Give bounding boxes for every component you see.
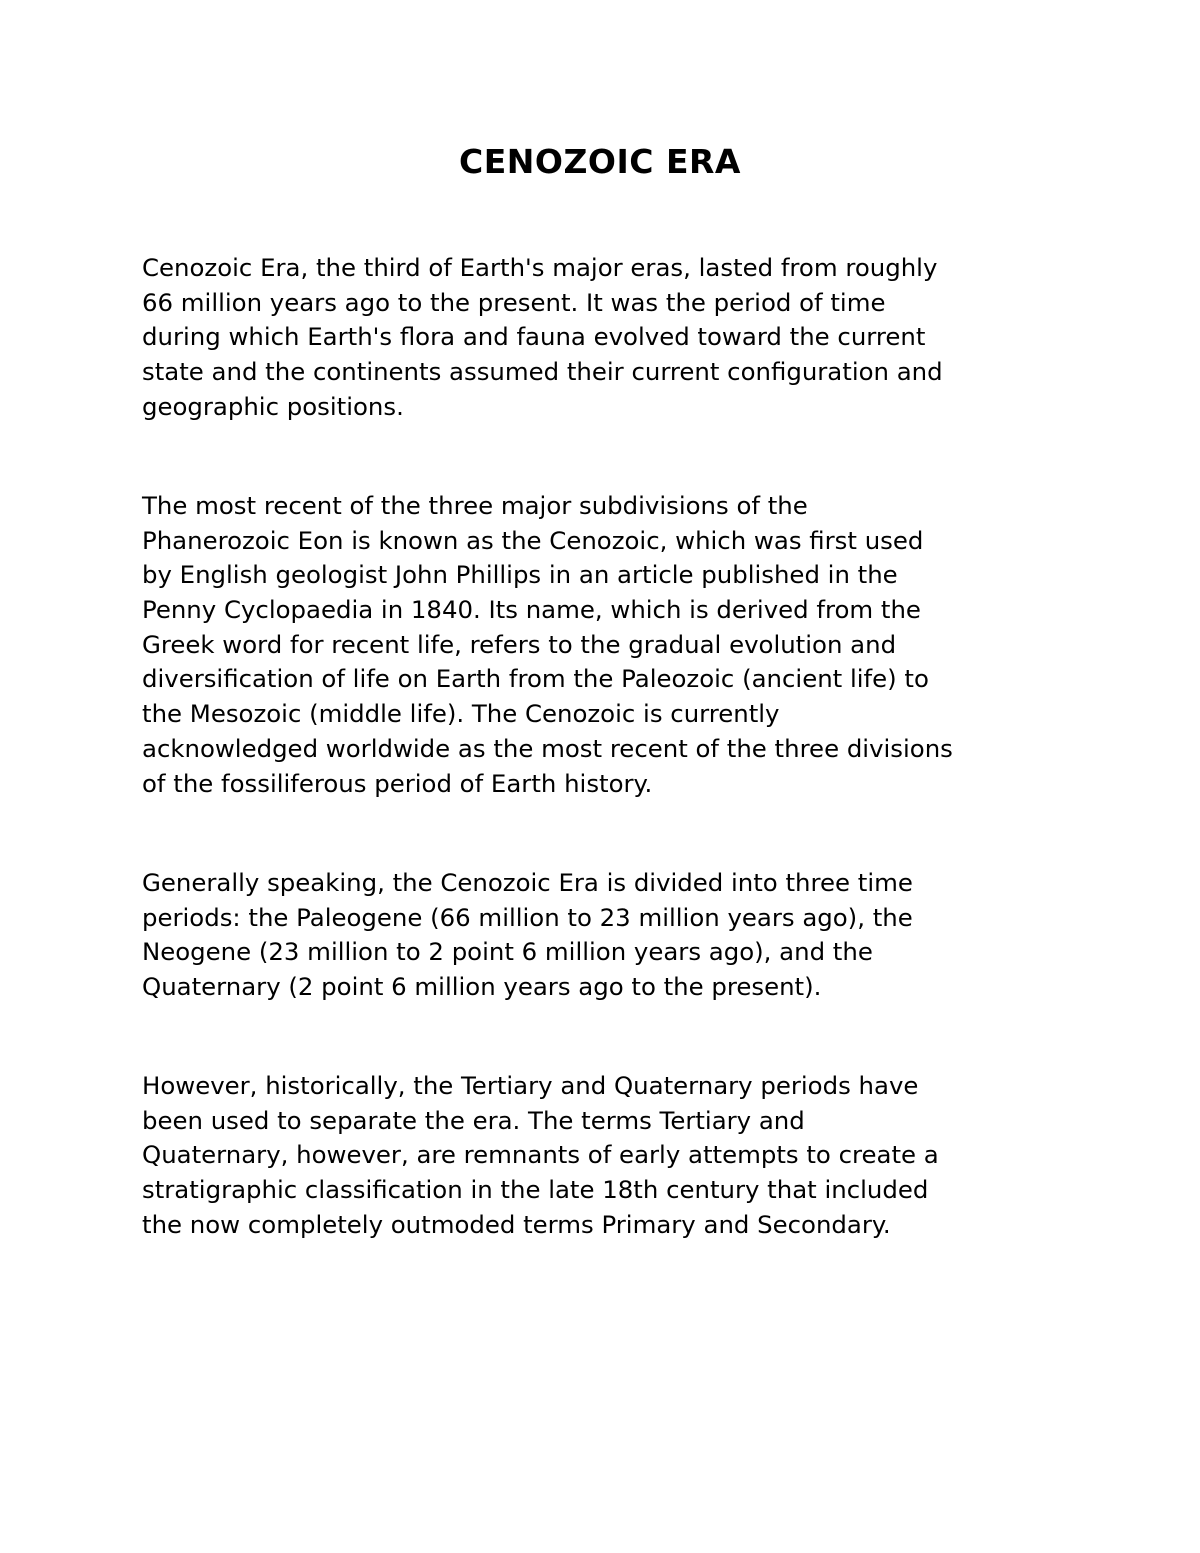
paragraph-line: Cenozoic Era, the third of Earth's major eras, lasted from roughly bbox=[142, 253, 938, 282]
paragraph-2 bbox=[142, 489, 1072, 801]
paragraph-line: Phanerozoic Eon is known as the Cenozoic, which was first used bbox=[142, 525, 924, 555]
paragraph-1 bbox=[142, 251, 1072, 424]
paragraph-line: of the fossiliferous period of Earth history. bbox=[142, 768, 653, 798]
paragraph-line: periods: the Paleogene (66 million to 23 million years ago), the bbox=[142, 902, 913, 932]
paragraph-line: geographic positions. bbox=[142, 391, 404, 421]
paragraph-line: state and the continents assumed their current configuration and bbox=[142, 357, 943, 387]
paragraph-line: Neogene (23 million to 2 point 6 million years ago), and the bbox=[142, 937, 873, 967]
paragraph-4 bbox=[142, 1069, 1072, 1242]
paragraph-line: Greek word for recent life, refers to the gradual evolution and bbox=[142, 629, 897, 659]
paragraph-line: However, historically, the Tertiary and Quaternary periods have bbox=[142, 1071, 919, 1100]
paragraph-line: acknowledged worldwide as the most recent of the three divisions bbox=[142, 733, 953, 763]
paragraph-line: stratigraphic classification in the late 18th century that included bbox=[142, 1175, 929, 1205]
paragraph-line: the Mesozoic (middle life). The Cenozoic is currently bbox=[142, 699, 780, 729]
paragraph-line: been used to separate the era. The terms Tertiary and bbox=[142, 1105, 805, 1135]
paragraph-3 bbox=[142, 866, 1072, 1005]
document-title: CENOZOIC ERA bbox=[459, 142, 741, 181]
paragraph-line: by English geologist John Phillips in an article published in the bbox=[142, 560, 898, 590]
paragraph-line: Generally speaking, the Cenozoic Era is divided into three time bbox=[142, 868, 913, 897]
paragraph-line: diversification of life on Earth from the Paleozoic (ancient life) to bbox=[142, 664, 929, 694]
paragraph-line: the now completely outmoded terms Primary and Secondary. bbox=[142, 1209, 891, 1239]
paragraph-line: Quaternary (2 point 6 million years ago to the present). bbox=[142, 972, 822, 1002]
paragraph-line: 66 million years ago to the present. It was the period of time bbox=[142, 287, 886, 317]
paragraph-line: Penny Cyclopaedia in 1840. Its name, which is derived from the bbox=[142, 595, 921, 625]
paragraph-line: The most recent of the three major subdivisions of the bbox=[142, 491, 808, 520]
paragraph-line: during which Earth's flora and fauna evolved toward the current bbox=[142, 322, 926, 352]
paragraph-line: Quaternary, however, are remnants of early attempts to create a bbox=[142, 1140, 939, 1170]
